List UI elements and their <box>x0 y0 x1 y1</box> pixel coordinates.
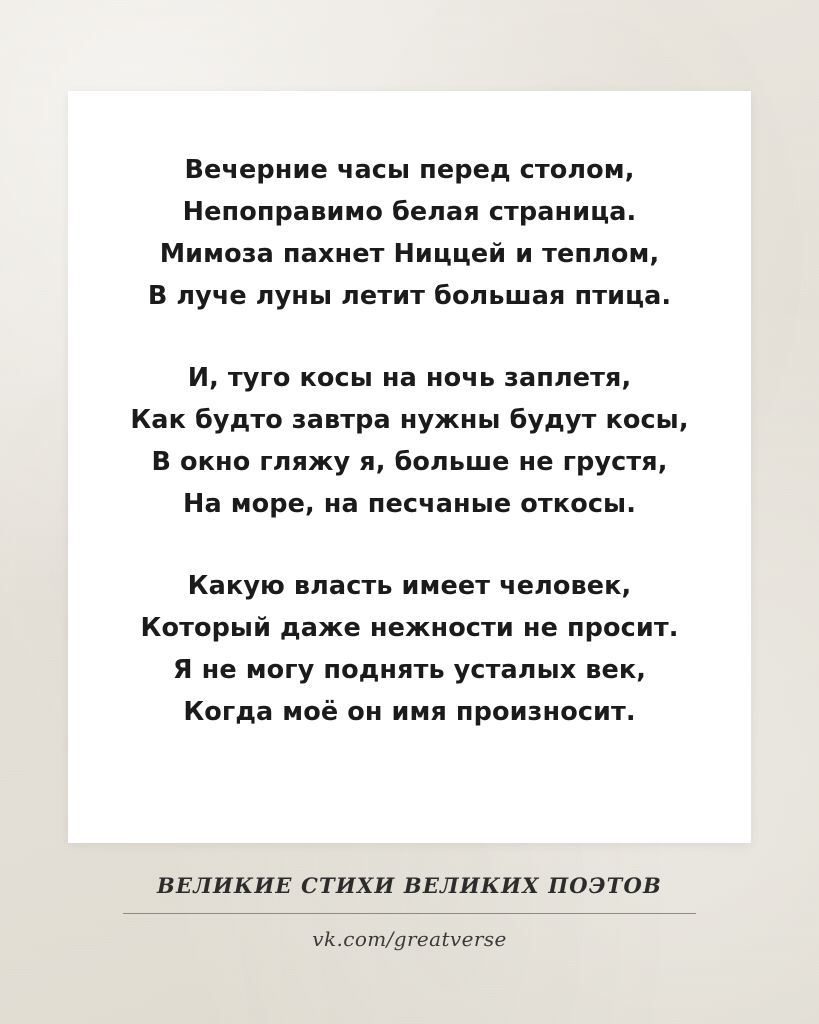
poem-stanza <box>68 149 751 317</box>
brand-title: ВЕЛИКИЕ СТИХИ ВЕЛИКИХ ПОЭТОВ <box>157 873 662 898</box>
poem-line: Когда моё он имя произносит. <box>183 697 636 727</box>
footer <box>0 849 819 1024</box>
poem-line: В окно гляжу я, больше не грустя, <box>151 447 668 477</box>
poem-line: Мимоза пахнет Ниццей и теплом, <box>159 239 660 269</box>
poem-line: На море, на песчаные откосы. <box>183 489 636 519</box>
poem-line: Какую власть имеет человек, <box>187 571 632 601</box>
poem-text <box>68 149 751 733</box>
poem-line: Я не могу поднять усталых век, <box>172 655 647 685</box>
poem-line: Непоправимо белая страница. <box>182 197 637 227</box>
social-handle[interactable]: vk.com/greatverse <box>312 927 507 951</box>
poem-stanza <box>68 565 751 733</box>
divider <box>123 913 696 914</box>
poem-card <box>68 91 751 843</box>
poem-stanza <box>68 357 751 525</box>
poem-line: В луче луны летит большая птица. <box>147 281 672 311</box>
poem-line: Вечерние часы перед столом, <box>184 155 635 185</box>
poem-line: Как будто завтра нужны будут косы, <box>130 405 689 435</box>
poem-line: Который даже нежности не просит. <box>140 613 679 643</box>
poem-line: И, туго косы на ночь заплетя, <box>187 363 632 393</box>
